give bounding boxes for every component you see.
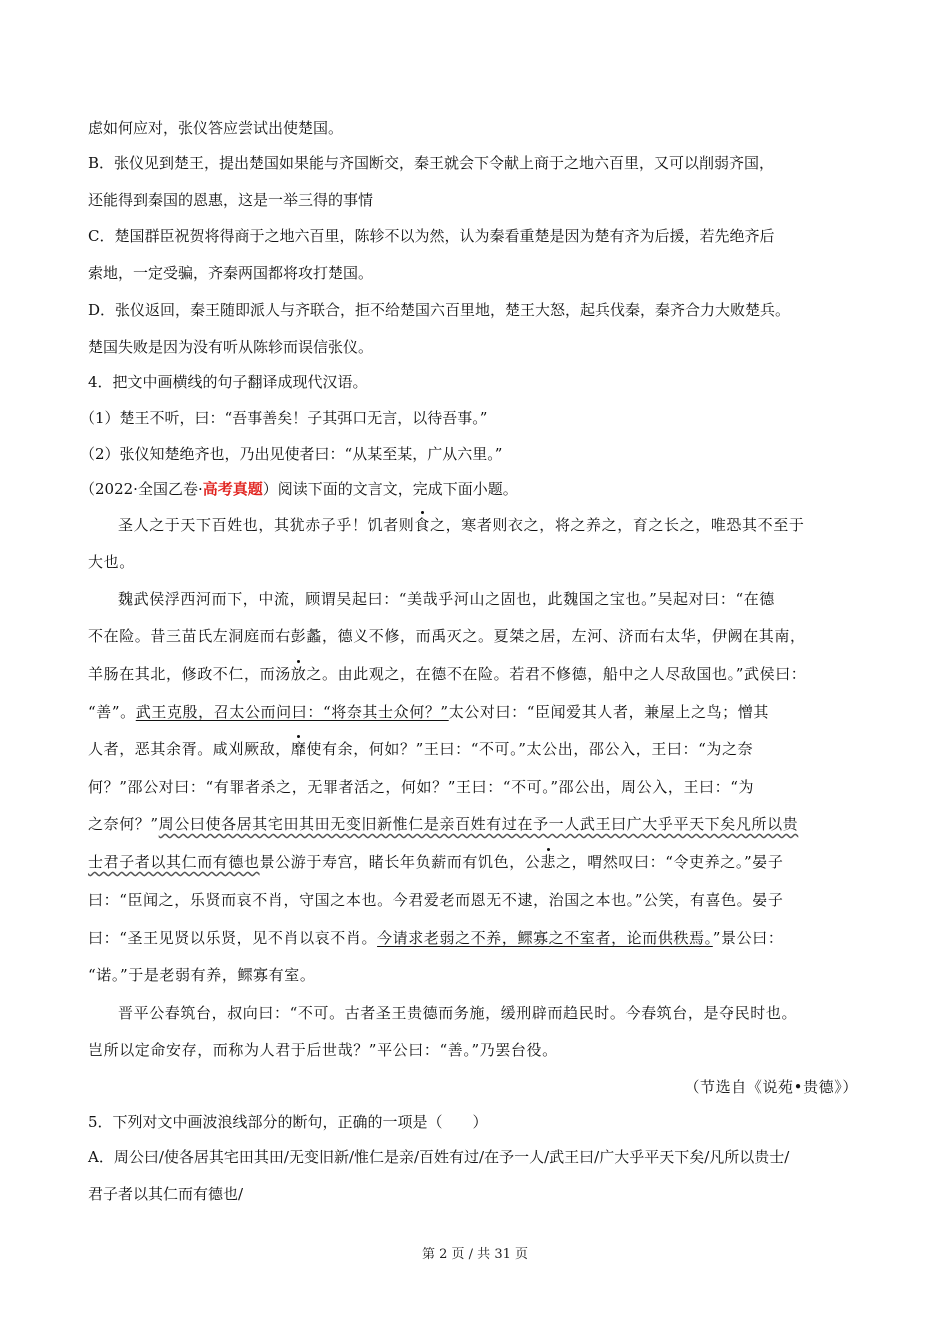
page-footer: 第 2 页 / 共 31 页 <box>422 1247 528 1262</box>
passage-line: “诺。”于是老弱有养，鳏寡有室。 <box>88 966 316 984</box>
question-5: 5．下列对文中画波浪线部分的断句，正确的一项是（ ） <box>88 1113 488 1131</box>
passage-line: 曰：“圣王见贤以乐贤，见不肖以哀不肖。今请求老弱之不养，鳏寡之不室者，论而供秩焉。”景公曰： <box>88 929 784 947</box>
question-5-option-a: A．周公曰/使各居其宅田其田/无变旧新/惟仁是亲/百姓有过/在予一人/武王曰/广大乎平天下矣/凡所以贵士/ <box>88 1148 790 1166</box>
passage-intro: （2022·全国乙卷·高考真题）阅读下面的文言文，完成下面小题。 <box>80 480 518 498</box>
question-4-item-1: （1）楚王不听，曰：“吾事善矣！子其弭口无言，以待吾事。” <box>80 409 488 427</box>
passage-line: 人者，恶其余胥。咸刈厥敌，靡使有余，何如？”王曰：“不可。”太公出，邵公入，王曰：“为之奈 <box>88 740 754 758</box>
passage-line: 羊肠在其北，修政不仁，而汤放之。由此观之，在德不在险。若君不修德，船中之人尽敌国也。”武侯曰： <box>88 665 807 683</box>
passage-paragraph-3: 晋平公春筑台，叔向曰：“不可。古者圣王贵德而务施，缓刑辟而趋民时。今春筑台，是夺民时也。 <box>118 1004 798 1022</box>
passage-line: “善”。武王克殷，召太公而问曰：“将奈其士众何？”太公对曰：“臣闻爱其人者，兼屋上之鸟；憎其 <box>88 703 769 721</box>
emphasis-char: 放 <box>290 665 307 683</box>
exam-tag: 高考真题 <box>202 480 263 498</box>
passage-line: 不在险。昔三苗氏左洞庭而右彭蠡，德义不修，而禹灭之。夏桀之居，左河、济而右太华，伊阙在其南， <box>88 627 806 645</box>
text-line: 君子者以其仁而有德也/ <box>88 1185 244 1203</box>
passage-line: 岂所以定命安存，而称为人君于后世哉？”平公曰：“善。”乃罢台役。 <box>88 1041 558 1059</box>
passage-line: 之奈何？”周公曰使各居其宅田其田无变旧新惟仁是亲百姓有过在予一人武王曰广大乎平天下矣凡所以贵 <box>88 815 799 833</box>
passage-paragraph-1: 圣人之于天下百姓也，其犹赤子乎！饥者则食之，寒者则衣之，将之养之，育之长之，唯恐其不至于 <box>118 516 805 534</box>
text-line: 还能得到秦国的恩惠，这是一举三得的事情 <box>88 191 374 209</box>
passage-line: 大也。 <box>88 553 135 571</box>
passage-line: 何？”邵公对曰：“有罪者杀之，无罪者活之，何如？”王曰：“不可。”邵公出，周公入，王曰：“为 <box>88 778 755 796</box>
passage-line: 曰：“臣闻之，乐贤而哀不肖，守国之本也。今君爱老而恩无不逮，治国之本也。”公笑，有喜色。晏子 <box>88 891 784 909</box>
emphasis-char: 靡 <box>290 740 307 758</box>
wavy-underlined-text: 士君子者以其仁而有德也 <box>88 853 260 871</box>
question-4: 4．把文中画横线的句子翻译成现代汉语。 <box>88 373 368 391</box>
emphasis-char: 悲 <box>540 853 557 871</box>
passage-source: （节选自《说苑•贵德》） <box>684 1078 858 1096</box>
text-line: 楚国失败是因为没有听从陈轸而误信张仪。 <box>88 338 374 356</box>
emphasis-char: 食 <box>414 516 431 534</box>
text-line: 索地，一定受骗，齐秦两国都将攻打楚国。 <box>88 264 374 282</box>
option-c-line: C．楚国群臣祝贺将得商于之地六百里，陈轸不以为然，认为秦看重楚是因为楚有齐为后援，若先绝齐后 <box>88 227 775 245</box>
wavy-underlined-text: 周公曰使各居其宅田其田无变旧新惟仁是亲百姓有过在予一人武王曰广大乎平天下矣凡所以贵 <box>158 815 799 833</box>
underlined-sentence: 武王克殷，召太公而问曰：“将奈其士众何？” <box>135 703 449 721</box>
passage-paragraph-2: 魏武侯浮西河而下，中流，顾谓吴起曰：“美哉乎河山之固也，此魏国之宝也。”吴起对曰：“在德 <box>118 590 775 608</box>
question-4-item-2: （2）张仪知楚绝齐也，乃出见使者曰：“从某至某，广从六里。” <box>80 445 503 463</box>
option-d-line: D．张仪返回，秦王随即派人与齐联合，拒不给楚国六百里地，楚王大怒，起兵伐秦，秦齐合力大败楚兵。 <box>88 301 791 319</box>
text-line: 虑如何应对，张仪答应尝试出使楚国。 <box>88 119 344 137</box>
underlined-sentence: 今请求老弱之不养，鳏寡之不室者，论而供秩焉。 <box>377 929 713 947</box>
passage-line: 士君子者以其仁而有德也景公游于寿宫，睹长年负薪而有饥色，公悲之，喟然叹曰：“令吏养之。”晏子 <box>88 853 784 871</box>
option-b-line: B．张仪见到楚王，提出楚国如果能与齐国断交，秦王就会下令献上商于之地六百里，又可以削弱齐国， <box>88 154 775 172</box>
